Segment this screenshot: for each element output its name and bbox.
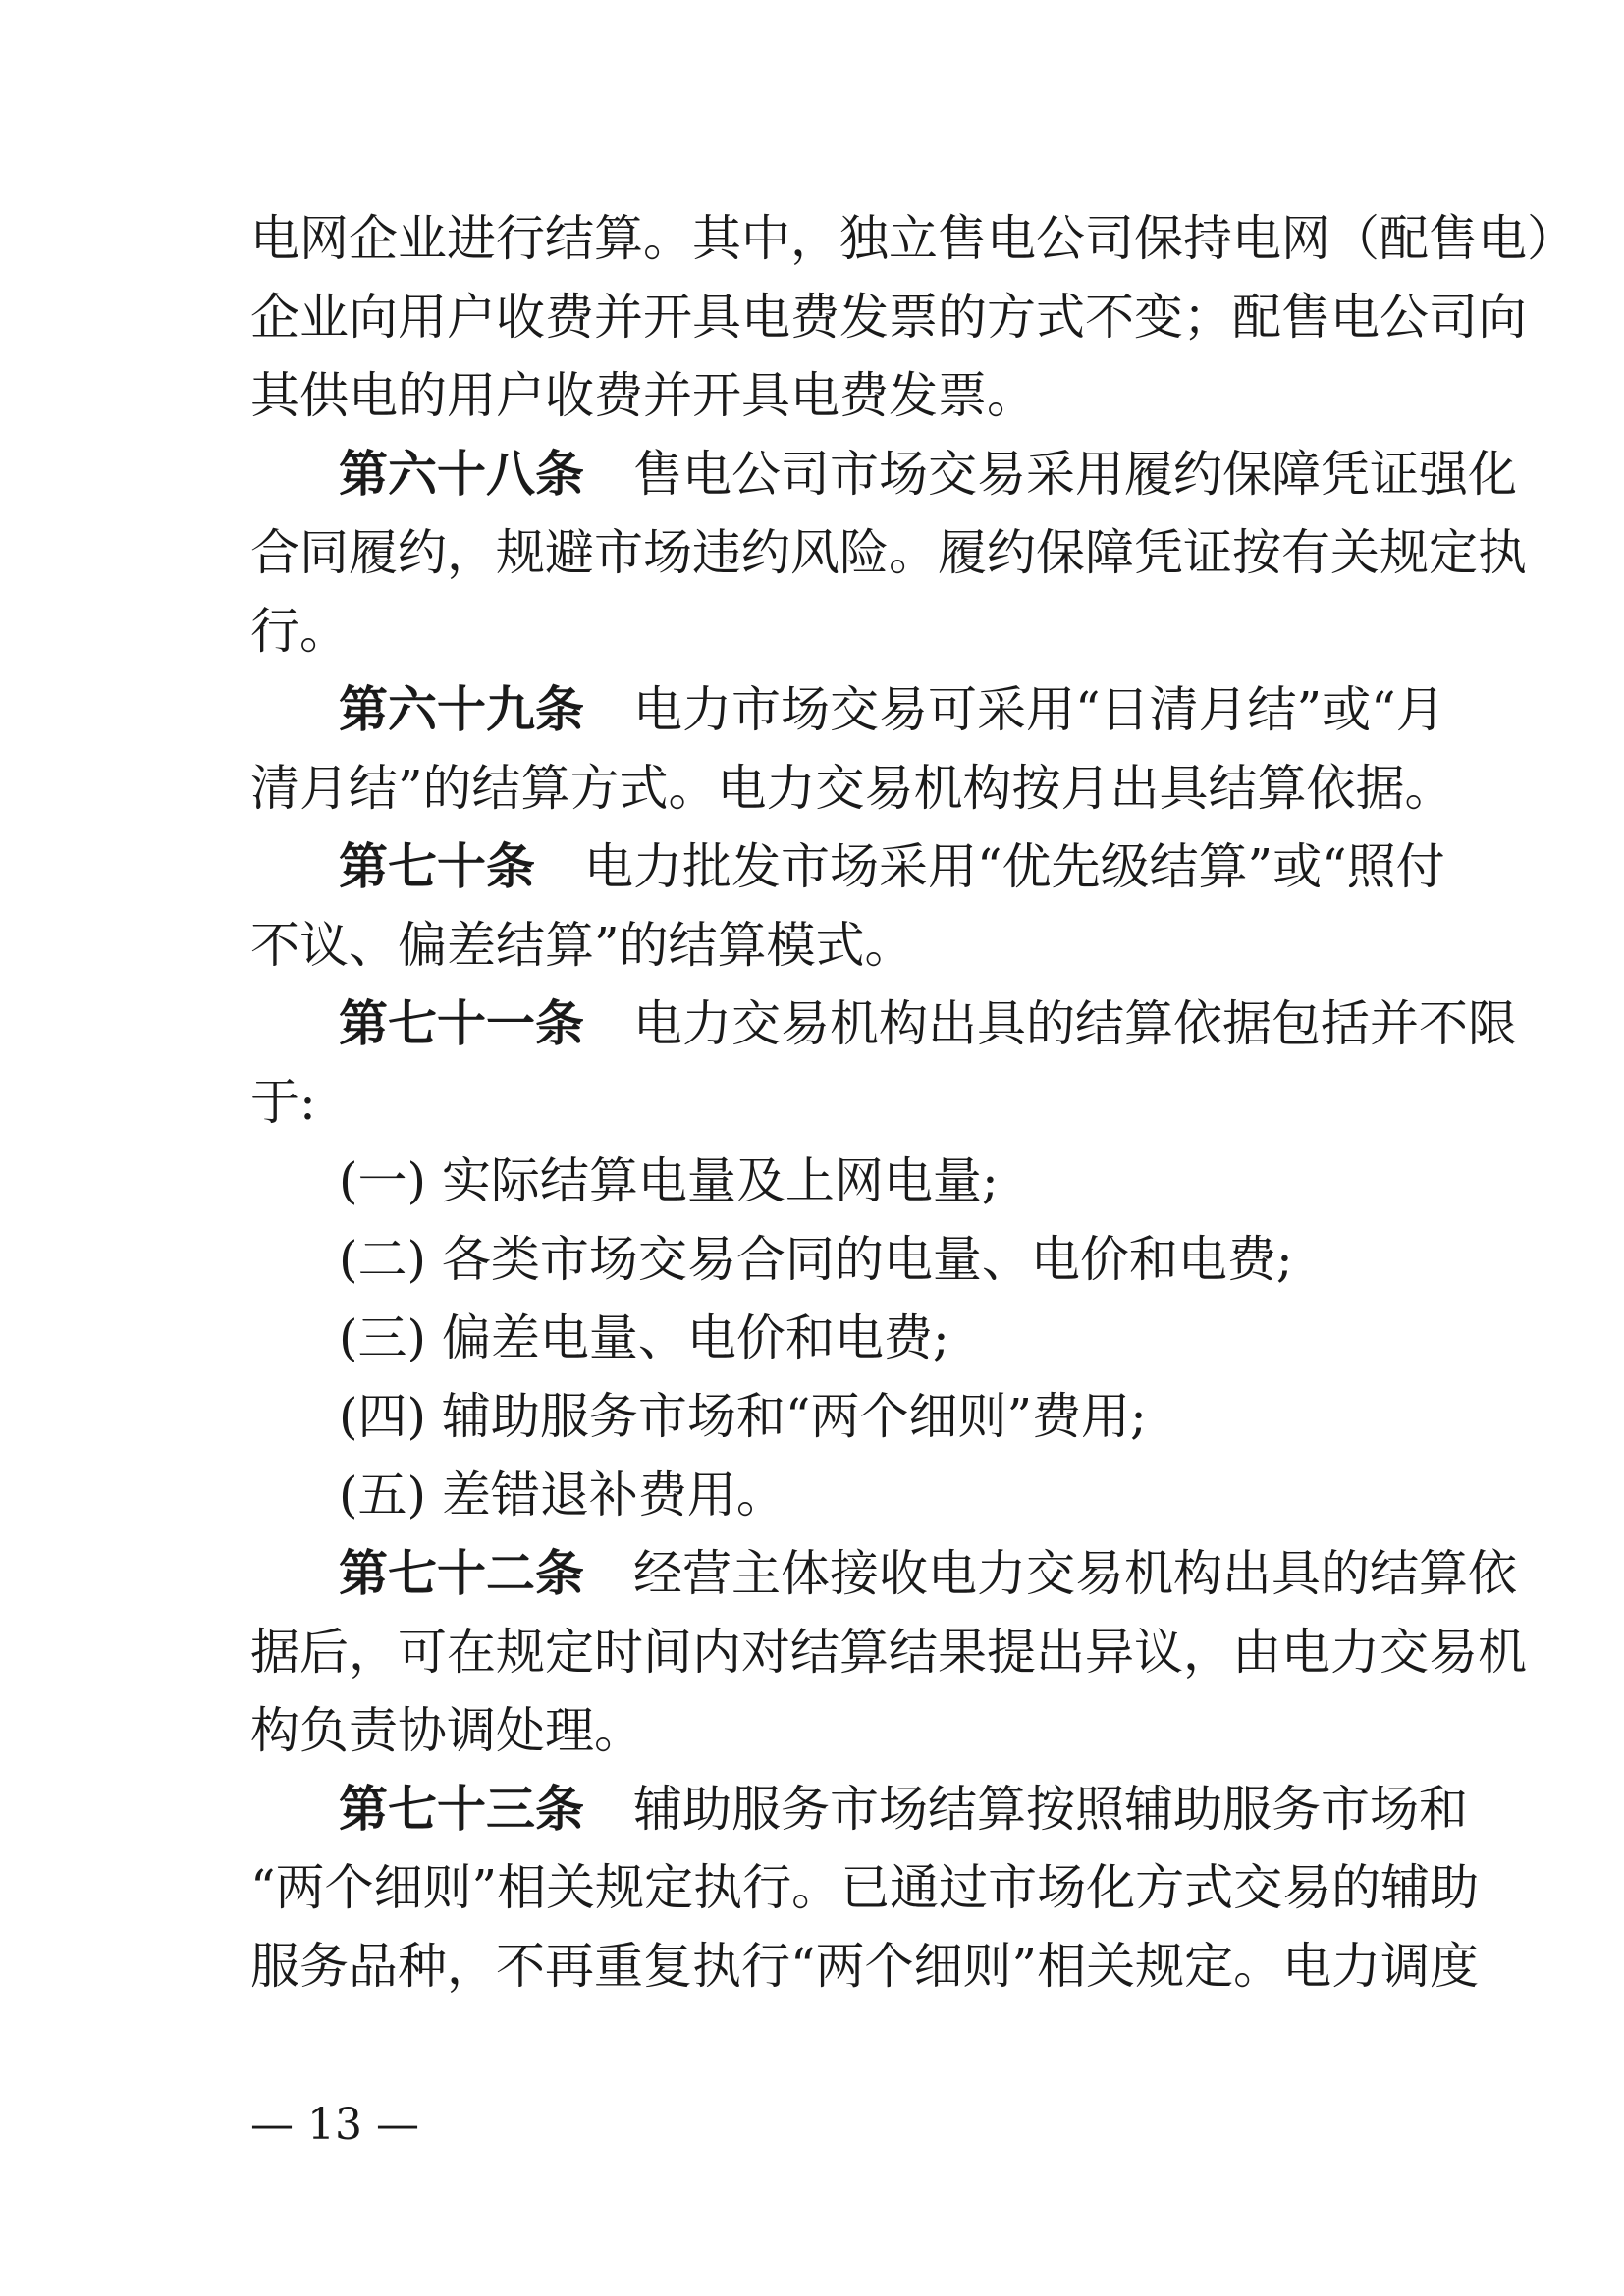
article-71-heading: 第七十一条 bbox=[339, 994, 584, 1052]
article-71-text: 电力交易机构出具的结算依据包括并不限 bbox=[633, 995, 1517, 1052]
article-71-line bbox=[250, 985, 1517, 1063]
article-72-line bbox=[250, 1534, 1517, 1613]
paragraph-line: 服务品种，不再重复执行“两个细则”相关规定。电力调度 bbox=[250, 1938, 1480, 1995]
paragraph-line: 构负责协调处理。 bbox=[250, 1702, 643, 1759]
article-69-heading: 第六十九条 bbox=[339, 680, 584, 738]
list-item: (一) 实际结算电量及上网电量; bbox=[339, 1152, 999, 1209]
article-68-line bbox=[250, 435, 1517, 513]
article-70-line bbox=[250, 828, 1445, 906]
paragraph-line: 据后，可在规定时间内对结算结果提出异议，由电力交易机 bbox=[250, 1624, 1527, 1681]
paragraph-line: 其供电的用户收费并开具电费发票。 bbox=[250, 367, 1036, 424]
list-item: (二) 各类市场交易合同的电量、电价和电费; bbox=[339, 1231, 1293, 1288]
document-page bbox=[250, 0, 1576, 2296]
article-72-text: 经营主体接收电力交易机构出具的结算依 bbox=[633, 1545, 1517, 1602]
article-69-line bbox=[250, 670, 1445, 749]
article-68-heading: 第六十八条 bbox=[339, 445, 584, 503]
paragraph-line: 行。 bbox=[250, 603, 349, 660]
article-73-line bbox=[250, 1770, 1468, 1848]
paragraph-line: 不议、偏差结算”的结算模式。 bbox=[250, 917, 914, 974]
paragraph-line: 合同履约，规避市场违约风险。履约保障凭证按有关规定执 bbox=[250, 524, 1527, 581]
article-68-text: 售电公司市场交易采用履约保障凭证强化 bbox=[633, 446, 1517, 503]
page-number: — 13 — bbox=[250, 2100, 419, 2150]
paragraph-line: 电网企业进行结算。其中，独立售电公司保持电网（配售电） bbox=[250, 210, 1576, 267]
list-item: (五) 差错退补费用。 bbox=[339, 1467, 785, 1523]
list-item: (三) 偏差电量、电价和电费; bbox=[339, 1309, 949, 1366]
paragraph-line: 于: bbox=[250, 1074, 316, 1131]
paragraph-line: 清月结”的结算方式。电力交易机构按月出具结算依据。 bbox=[250, 760, 1454, 817]
list-item: (四) 辅助服务市场和“两个细则”费用; bbox=[339, 1388, 1147, 1445]
article-73-text: 辅助服务市场结算按照辅助服务市场和 bbox=[633, 1781, 1468, 1838]
article-70-heading: 第七十条 bbox=[339, 837, 535, 895]
article-70-text: 电力批发市场采用“优先级结算”或“照付 bbox=[584, 838, 1445, 895]
article-73-heading: 第七十三条 bbox=[339, 1780, 584, 1838]
paragraph-line: 企业向用户收费并开具电费发票的方式不变；配售电公司向 bbox=[250, 289, 1527, 346]
paragraph-line: “两个细则”相关规定执行。已通过市场化方式交易的辅助 bbox=[250, 1859, 1480, 1916]
article-69-text: 电力市场交易可采用“日清月结”或“月 bbox=[633, 681, 1445, 738]
article-72-heading: 第七十二条 bbox=[339, 1544, 584, 1602]
